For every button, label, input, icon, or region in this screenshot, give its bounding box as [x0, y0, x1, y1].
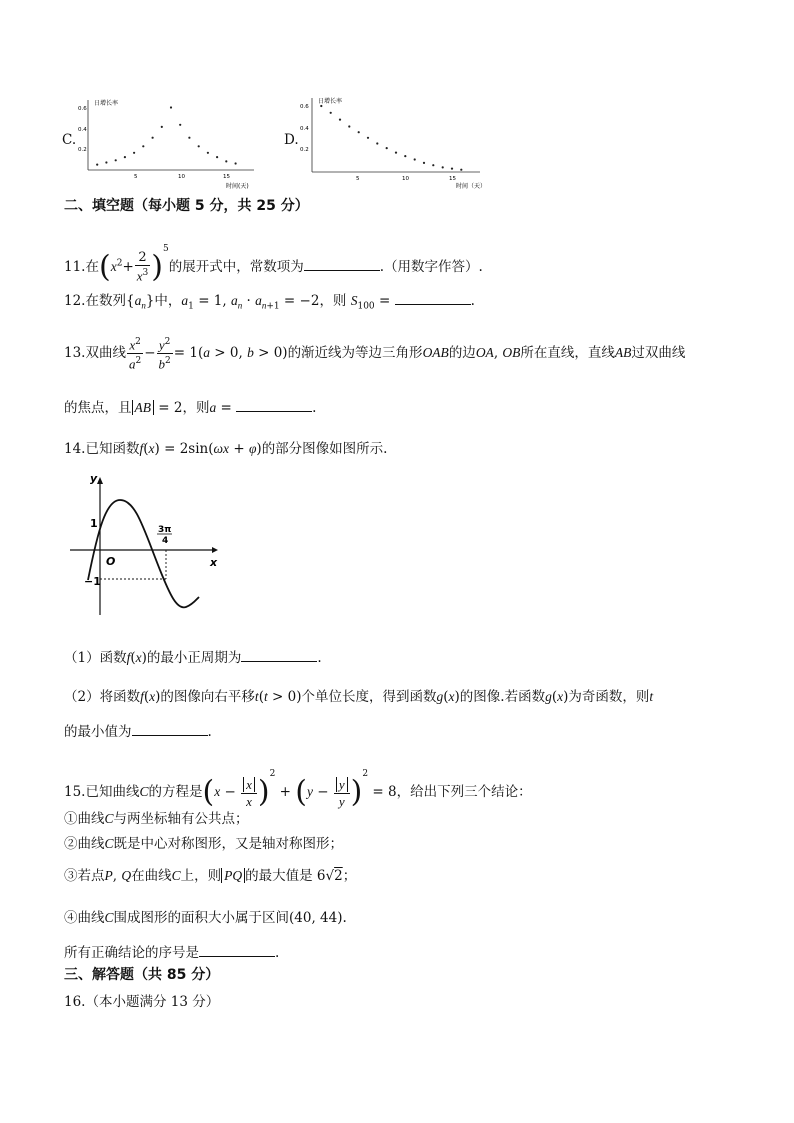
chart-c-xtick-0: 5: [134, 174, 138, 180]
chart-d-point: [423, 162, 425, 164]
q14-x-label: x: [210, 556, 218, 569]
chart-d-xtick-1: 10: [402, 176, 409, 182]
chart-d-point: [451, 168, 453, 170]
chart-d-point: [339, 119, 341, 121]
chart-d-point: [414, 158, 416, 160]
chart-c-ytick-1: 0.4: [78, 127, 87, 133]
chart-c-point: [179, 124, 181, 126]
chart-c-point: [133, 152, 135, 154]
section-3-title: 三、解答题（共 85 分）: [64, 967, 220, 983]
q14-2-answer-blank[interactable]: [132, 721, 208, 736]
chart-c-point: [124, 156, 126, 158]
question-14: 14.已知函数f(x) = 2sin(ωx + φ)的部分图像如图所示.: [64, 441, 388, 457]
chart-c: [76, 92, 260, 192]
chart-c-point: [152, 137, 154, 139]
section-2-title: 二、填空题（每小题 5 分，共 25 分）: [64, 198, 309, 214]
chart-c-ytick-0: 0.6: [78, 106, 87, 112]
q13-answer-blank[interactable]: [236, 397, 312, 412]
chart-c-point: [115, 159, 117, 161]
chart-c-x-label: 时间(天): [226, 183, 249, 190]
chart-c-point: [142, 145, 144, 147]
option-c-label: C.: [62, 132, 77, 148]
chart-d-point: [404, 155, 406, 157]
chart-d-y-label: 日增长率: [318, 98, 343, 105]
q15-conclusion-4: ④曲线C围成图形的面积大小属于区间(40, 44).: [64, 910, 347, 926]
chart-d-point: [460, 169, 462, 171]
q14-graph: [62, 470, 222, 620]
q14-x-arrow: [212, 547, 218, 553]
q14-y-label: y: [90, 472, 98, 485]
chart-c-y-label: 日增长率: [94, 100, 119, 107]
q14-one-label: 1: [90, 517, 98, 530]
q15-answer-line: 所有正确结论的序号是 .: [64, 941, 279, 961]
chart-d: [298, 92, 488, 192]
question-14-part-1: （1）函数f(x)的最小正周期为 .: [64, 646, 322, 666]
chart-d-point: [386, 147, 388, 149]
question-16: 16.（本小题满分 13 分）: [64, 994, 220, 1010]
q15-conclusion-3: ③若点P, Q在曲线C上，则 PQ 的最大值是 6√2；: [64, 868, 357, 884]
chart-d-point: [320, 105, 322, 107]
chart-c-point: [170, 106, 172, 108]
chart-c-point: [207, 152, 209, 154]
chart-c-point: [235, 162, 237, 164]
chart-d-ytick-0: 0.6: [300, 104, 309, 110]
q14-y-arrow: [97, 477, 103, 484]
chart-c-ytick-2: 0.2: [78, 147, 87, 153]
q12-answer-blank[interactable]: [395, 290, 471, 305]
chart-d-xtick-0: 5: [356, 176, 360, 182]
chart-d-ytick-2: 0.2: [300, 147, 309, 153]
chart-d-point: [348, 125, 350, 127]
q14-sine-curve: [88, 500, 199, 607]
question-13: 13.双曲线 $\frac{x^2}{a^2}$ − $\frac{y^2}{b^2}$ = 1(a > 0, b > 0)的渐近线为等边三角形OAB的边OA, OB所在直线，直线AB过双曲线: [64, 336, 686, 372]
chart-d-point: [358, 131, 360, 133]
chart-d-point: [395, 152, 397, 154]
chart-c-xtick-1: 10: [178, 174, 185, 180]
question-14-part-2-line-2: 的最小值为 .: [64, 720, 212, 740]
question-13-line-2: 的焦点，且 AB = 2，则a = .: [64, 396, 316, 416]
chart-c-point: [96, 164, 98, 166]
q14-3pi-den: 4: [162, 536, 169, 546]
question-15: 15.已知曲线C的方程是(x − $\frac{x}{x}$ )$^2$ + (y − $\frac{y}{y}$ )$^2$ = 8，给出下列三个结论：: [64, 769, 532, 810]
question-11: 11.在($x^2+$ $\frac{2}{x^3}$ )$^5$的展开式中，常数项为 .（用数字作答）.: [64, 244, 483, 285]
question-14-part-2: （2）将函数f(x)的图像向右平移t(t > 0)个单位长度，得到函数g(x)的图像.若函数g(x)为奇函数，则t: [64, 689, 654, 705]
chart-d-point: [367, 137, 369, 139]
chart-c-point: [216, 156, 218, 158]
q14-1-answer-blank[interactable]: [241, 647, 317, 662]
chart-c-point: [198, 145, 200, 147]
chart-d-point: [442, 166, 444, 168]
chart-c-point: [105, 161, 107, 163]
chart-d-x-label: 时间（天）: [456, 183, 487, 190]
chart-d-ytick-1: 0.4: [300, 126, 309, 132]
chart-d-xtick-2: 15: [449, 176, 456, 182]
chart-d-point: [432, 164, 434, 166]
question-12: 12.在数列$\{a_n\}$中，$a_1 = 1$, $a_n \cdot a_{n+1} = -2$，则 $S_{100}$ = .: [64, 289, 475, 312]
q15-answer-blank[interactable]: [199, 942, 275, 957]
chart-c-xtick-2: 15: [223, 174, 230, 180]
q14-origin-label: O: [106, 555, 116, 568]
q14-3pi-num: 3π: [158, 525, 172, 535]
option-d-label: D.: [284, 132, 299, 148]
chart-c-point: [188, 137, 190, 139]
chart-c-point: [161, 126, 163, 128]
q15-conclusion-2: ②曲线C既是中心对称图形，又是轴对称图形；: [64, 836, 344, 852]
q15-conclusion-1: ①曲线C与两坐标轴有公共点；: [64, 811, 249, 827]
chart-d-point: [376, 142, 378, 144]
q14-neg-one-label: −1: [84, 575, 101, 588]
q11-answer-blank[interactable]: [304, 256, 380, 271]
chart-d-point: [330, 112, 332, 114]
chart-c-point: [225, 160, 227, 162]
